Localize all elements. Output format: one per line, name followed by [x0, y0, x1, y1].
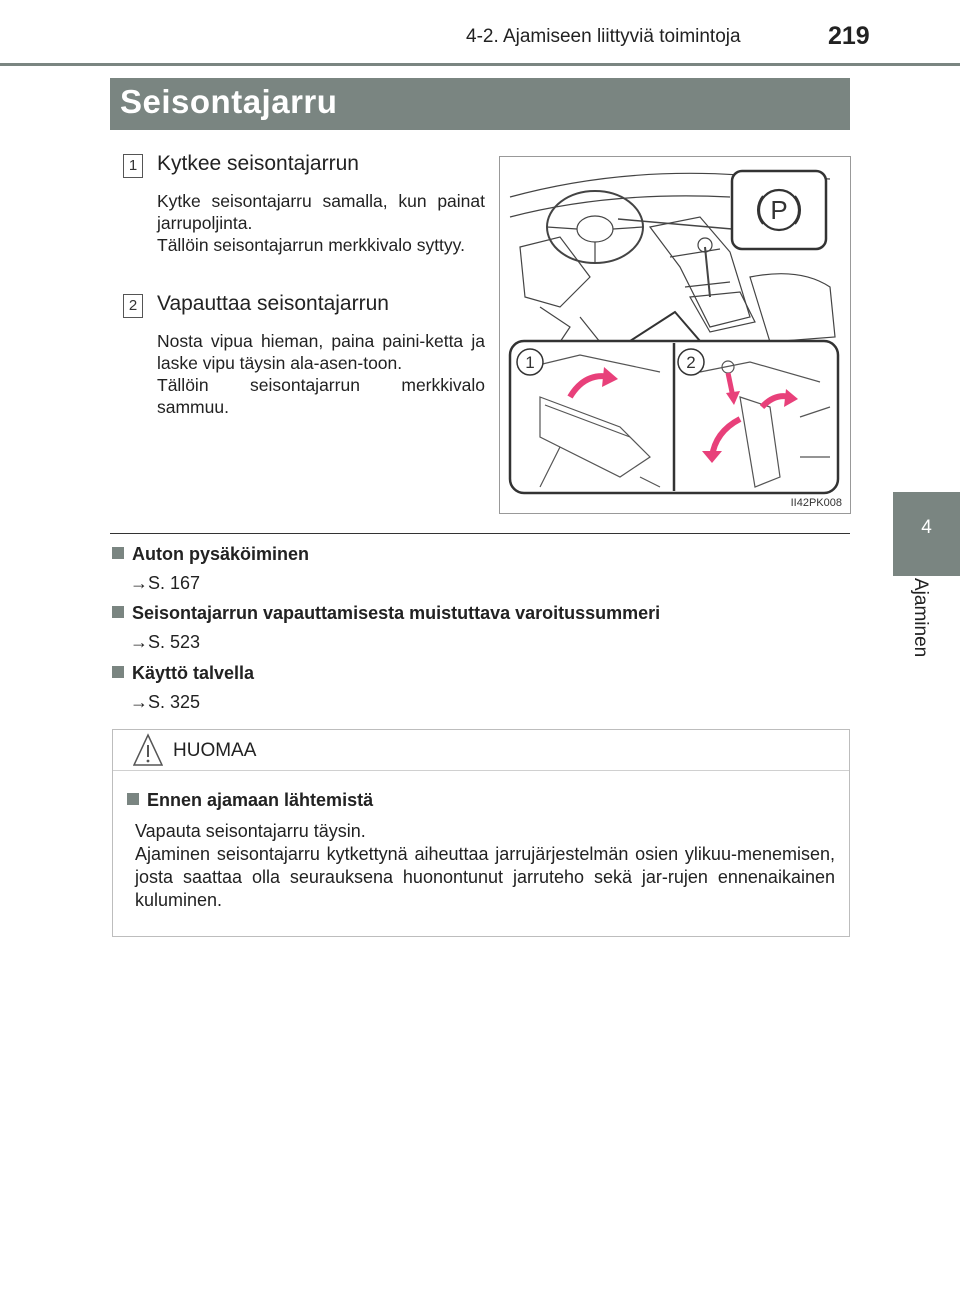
note-title-text: Seisontajarrun vapauttamisesta muistuttava varoitussummeri: [132, 603, 661, 623]
note-title-text: Auton pysäköiminen: [132, 544, 310, 564]
chapter-label: [891, 572, 935, 692]
step-body-line: Kytke seisontajarru samalla, kun painat jarrupoljinta.: [157, 191, 485, 233]
chapter-number: 4: [921, 517, 932, 538]
note-title-text: Käyttö talvella: [132, 663, 255, 683]
step-body-line: Tällöin seisontajarrun merkkivalo sammuu.: [157, 375, 485, 417]
step-body: [157, 190, 485, 256]
page-number: 219: [828, 22, 870, 50]
caution-line: Vapauta seisontajarru täysin.: [135, 821, 366, 841]
caution-body: [135, 820, 835, 912]
callout-1-label: 1: [525, 353, 535, 372]
warning-triangle-icon: [133, 733, 163, 767]
figure-code: II42PK008: [790, 497, 842, 509]
caution-subtitle-text: Ennen ajamaan lähtemistä: [147, 790, 374, 810]
bullet-square-icon: [112, 666, 124, 678]
note-reference[interactable]: [130, 632, 200, 653]
bullet-square-icon: [112, 606, 124, 618]
step-body-line: Nosta vipua hieman, paina paini-ketta ja laske vipu täysin ala-asen-toon.: [157, 331, 485, 373]
bullet-square-icon: [112, 547, 124, 559]
section-banner: [110, 78, 850, 130]
step-body-line: Tällöin seisontajarrun merkkivalo syttyy.: [157, 235, 465, 255]
step-body: [157, 330, 485, 418]
note-reference-text: S. 523: [148, 632, 201, 652]
step-title: Kytkee seisontajarrun: [157, 152, 359, 175]
parking-brake-illustration: [499, 156, 851, 514]
section-divider: [110, 533, 850, 534]
note-reference-text: S. 167: [148, 573, 201, 593]
note-title: [112, 663, 254, 684]
caution-header: [113, 730, 849, 771]
step-number: 2: [123, 294, 143, 318]
caution-subtitle: [127, 790, 373, 811]
arrow-right-icon: →: [130, 632, 148, 652]
header-section-title: 4-2. Ajamiseen liittyviä toimintoja: [466, 26, 741, 47]
note-reference[interactable]: [130, 573, 200, 594]
step-number: 1: [123, 154, 143, 178]
parking-symbol: P: [770, 195, 788, 225]
note-reference-text: S. 325: [148, 692, 201, 712]
arrow-right-icon: →: [130, 692, 148, 712]
note-title: [112, 544, 309, 565]
note-title: [112, 603, 660, 624]
step-title: Vapauttaa seisontajarrun: [157, 292, 389, 315]
caution-line: Ajaminen seisontajarru kytkettynä aiheuttaa jarrujärjestelmän osien ylikuu-menemisen, josta saattaa olla seurauksena huonontunut jarruteho sekä jar-rujen ennenaikainen kuluminen.: [135, 844, 835, 910]
note-reference[interactable]: [130, 692, 200, 713]
caution-label: HUOMAA: [173, 740, 257, 761]
caution-box: [112, 729, 850, 937]
bullet-square-icon: [127, 793, 139, 805]
callout-2-label: 2: [686, 353, 696, 372]
arrow-right-icon: →: [130, 573, 148, 593]
chapter-label-text: Ajaminen: [910, 578, 931, 658]
header-rule: [0, 63, 960, 66]
illustration-drawing: [500, 157, 850, 513]
chapter-tab: [893, 492, 960, 576]
section-title: Seisontajarru: [120, 83, 338, 120]
